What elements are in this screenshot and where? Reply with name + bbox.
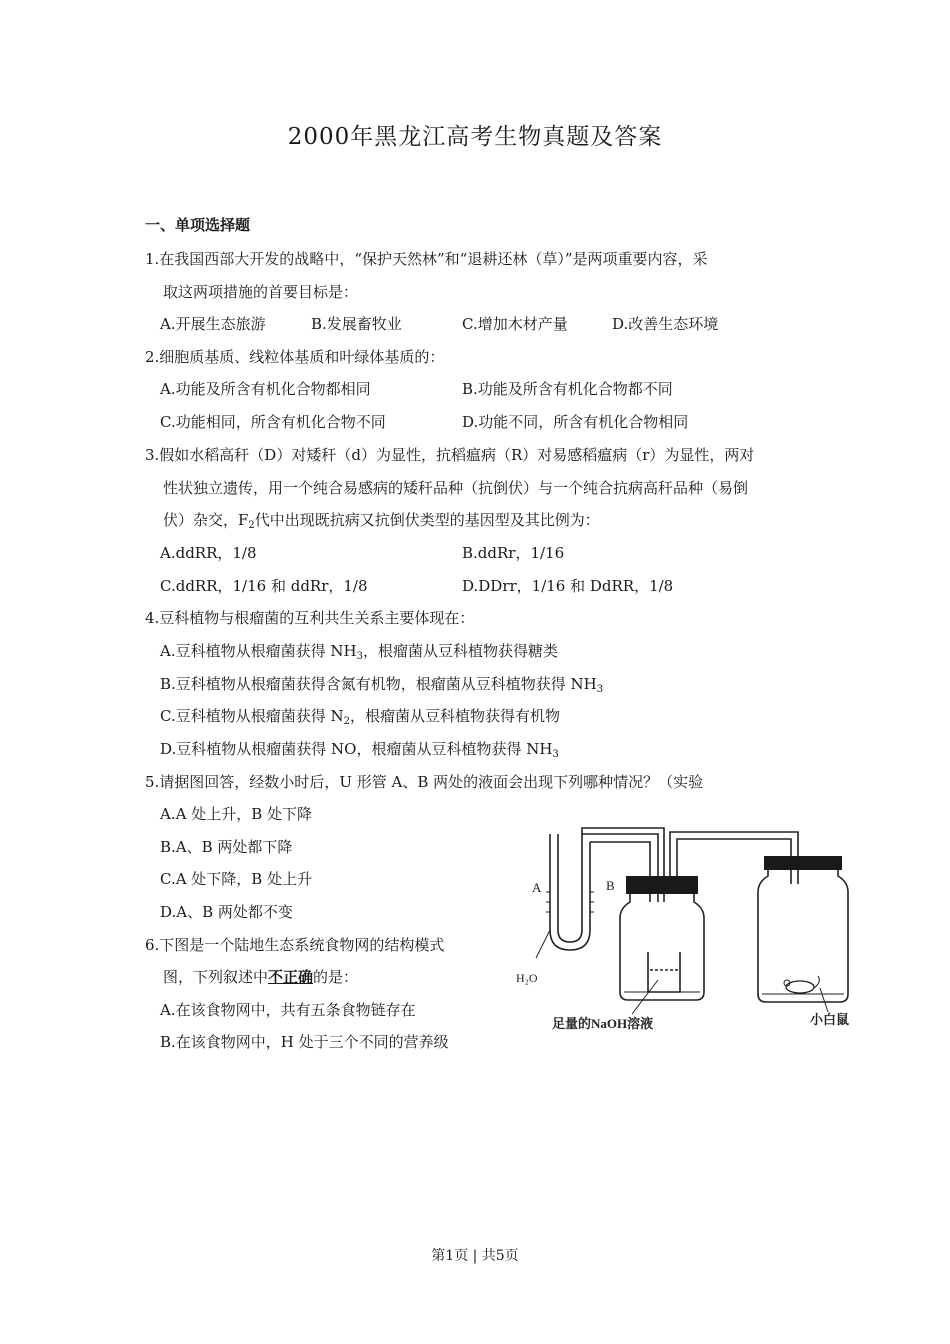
stopper-1 [626,876,698,894]
q6-option-a: A.在该食物网中，共有五条食物链存在 [160,1001,416,1019]
q1-option-d: D.改善生态环境 [612,315,719,333]
label-naoh: 足量的NaOH溶液 [552,1016,654,1031]
q5-option-a: A.A 处上升，B 处下降 [160,805,312,823]
q5-option-b: B.A、B 两处都下降 [160,838,293,856]
q3-option-c: C.ddRR，1/16 和 ddRr，1/8 [160,577,368,595]
q4-option-b: B.豆科植物从根瘤菌获得含氮有机物，根瘤菌从豆科植物获得 $NH_3$ [160,675,604,695]
label-mouse: 小白鼠 [810,1012,850,1027]
q2-option-b: B.功能及所含有机化合物都不同 [462,380,673,398]
page-footer: 第1页 | 共5页 [431,1248,519,1264]
q3-option-b: B.ddRr，1/16 [462,544,565,562]
jar-1 [620,890,704,1000]
q4-option-a: A.豆科植物从根瘤菌获得 $NH_3$，根瘤菌从豆科植物获得糖类 [160,642,558,662]
label-b: B [606,878,615,893]
q2-option-a: A.功能及所含有机化合物都相同 [160,380,371,398]
q2-option-c: C.功能相同，所含有机化合物不同 [160,413,386,431]
q6-stem-line1: 6.下图是一个陆地生态系统食物网的结构模式 [145,936,445,954]
q1-option-b: B.发展畜牧业 [311,315,402,333]
u-tube-inner [558,834,582,942]
q4-stem: 4.豆科植物与根瘤菌的互利共生关系主要体现在： [145,609,475,627]
q1-option-c: C.增加木材产量 [462,315,568,333]
q1-stem-line2: 取这两项措施的首要目标是： [163,283,359,301]
emphasis-not-correct: 不正确 [268,968,314,986]
q6-stem-line2: 图，下列叙述中不正确的是： [163,968,359,986]
q4-option-d: D.豆科植物从根瘤菌获得 NO，根瘤菌从豆科植物获得 $NH_3$ [160,740,559,760]
q3-option-a: A.ddRR，1/8 [160,544,257,562]
experiment-apparatus-diagram [516,822,870,1037]
u-tube-left-arm [550,834,590,950]
stopper-2 [764,856,842,870]
q1-stem-line1: 1.在我国西部大开发的战略中，“保护天然林”和“退耕还林（草）”是两项重要内容，采 [145,250,708,268]
q4-option-c: C.豆科植物从根瘤菌获得 $N_2$，根瘤菌从豆科植物获得有机物 [160,707,560,727]
q5-option-d: D.A、B 两处都不变 [160,903,293,921]
page-title: 2000年黑龙江高考生物真题及答案 [287,124,663,150]
q1-option-a: A.开展生态旅游 [160,315,266,333]
q3-option-d: D.DDrr，1/16 和 DdRR，1/8 [462,577,674,595]
q5-option-c: C.A 处下降，B 处上升 [160,870,313,888]
label-a: A [532,880,542,895]
section-heading: 一、单项选择题 [145,216,251,234]
q3-stem-line3: 伏）杂交，$F_2$代中出现既抗病又抗倒伏类型的基因型及其比例为： [163,511,600,531]
q2-stem: 2.细胞质基质、线粒体基质和叶绿体基质的： [145,348,445,366]
q2-option-d: D.功能不同，所含有机化合物相同 [462,413,689,431]
q3-stem-line1: 3.假如水稻高秆（D）对矮秆（d）为显性，抗稻瘟病（R）对易感稻瘟病（r）为显性，两对 [145,446,755,464]
q5-stem: 5.请据图回答，经数小时后，U 形管 A、B 两处的液面会出现下列哪种情况？（实验 [145,773,704,791]
q6-option-b: B.在该食物网中，H 处于三个不同的营养级 [160,1033,449,1051]
label-water: H₂O [516,971,538,985]
q3-stem-line2: 性状独立遗传，用一个纯合易感病的矮秆品种（抗倒伏）与一个纯合抗病高秆品种（易倒 [163,479,749,497]
